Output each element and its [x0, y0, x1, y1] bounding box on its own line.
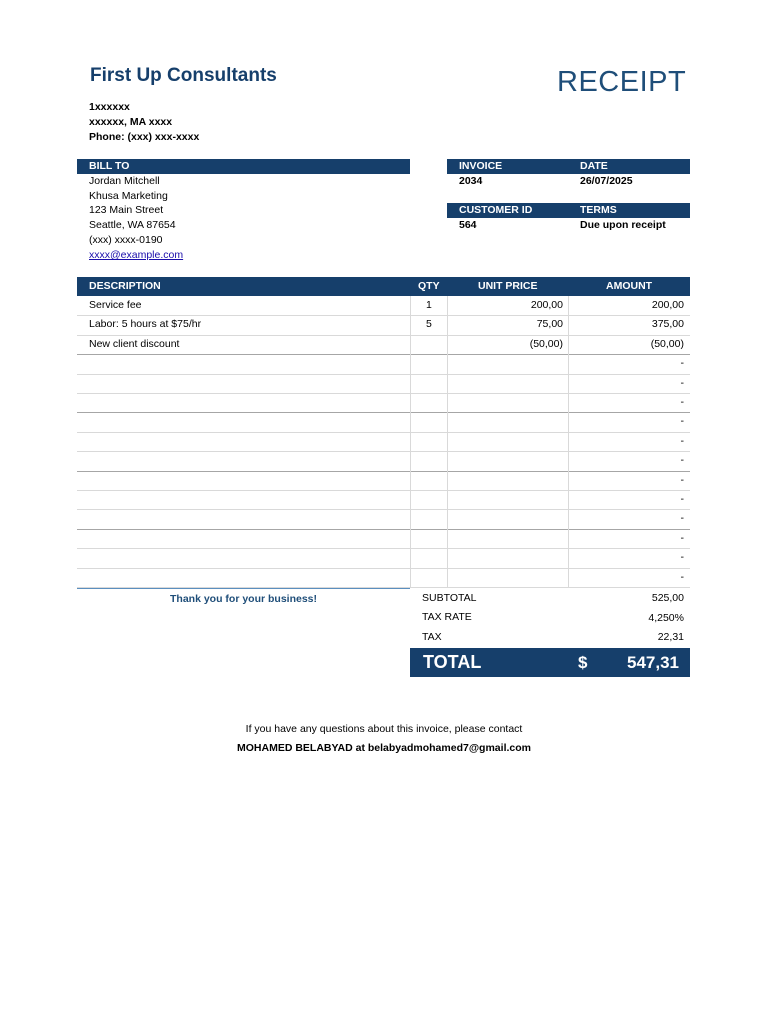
thank-you-note: Thank you for your business! [170, 593, 318, 605]
table-row [77, 509, 690, 529]
table-row [77, 490, 690, 510]
row-unit-price: 75,00 [536, 318, 563, 331]
row-qty: 5 [426, 318, 432, 331]
table-row [77, 568, 690, 588]
bill-to-email-link[interactable]: xxxx@example.com [89, 249, 184, 261]
row-amount: 200,00 [651, 299, 684, 311]
row-amount: - [680, 493, 684, 505]
date-label: DATE [580, 160, 608, 172]
col-unit-price: UNIT PRICE [478, 280, 538, 292]
row-description: Service fee [89, 299, 142, 311]
bill-to-phone: (xxx) xxxx-0190 [89, 234, 163, 246]
bill-to-street: 123 Main Street [89, 204, 164, 216]
table-row [77, 548, 690, 568]
row-description: Labor: 5 hours at $75/hr [89, 318, 202, 331]
table-row [77, 315, 690, 335]
row-amount: - [680, 473, 684, 486]
tax-rate-label: TAX RATE [422, 611, 472, 623]
table-row [77, 412, 690, 432]
column-divider [568, 296, 569, 588]
table-row [77, 471, 690, 491]
row-unit-price: 200,00 [530, 299, 563, 311]
table-row [77, 296, 690, 316]
row-amount: - [680, 376, 684, 389]
column-divider [410, 296, 411, 588]
company-address-line2: xxxxxx, MA xxxx [89, 116, 173, 128]
column-divider [447, 296, 448, 588]
total-bar [410, 648, 690, 677]
currency-symbol: $ [578, 653, 588, 672]
row-amount: - [680, 434, 684, 447]
table-row [77, 354, 690, 374]
footer-contact-person: MOHAMED BELABYAD at belabyadmohamed7@gmail.com [237, 742, 531, 754]
row-amount: - [680, 551, 684, 564]
invoice-number: 2034 [459, 175, 483, 187]
row-amount: - [680, 415, 684, 428]
total-value: 547,31 [627, 653, 679, 672]
invoice-date: 26/07/2025 [580, 175, 633, 187]
row-amount: - [680, 396, 684, 408]
tax-value: 22,31 [657, 631, 684, 643]
tax-label: TAX [422, 631, 442, 643]
row-amount: - [680, 570, 684, 583]
col-description: DESCRIPTION [89, 280, 161, 292]
col-qty: QTY [418, 280, 440, 292]
footer-contact-line: If you have any questions about this invoice, please contact [245, 723, 523, 735]
items-table-header [77, 277, 690, 296]
company-name: First Up Consultants [90, 65, 277, 86]
col-amount: AMOUNT [606, 280, 653, 292]
terms-label: TERMS [580, 204, 617, 216]
row-amount: - [680, 531, 684, 544]
bill-to-label: BILL TO [89, 160, 130, 172]
company-address-line1: 1xxxxxx [89, 101, 130, 113]
subtotal-value: 525,00 [651, 592, 684, 604]
customer-id: 564 [459, 219, 477, 231]
table-row [77, 451, 690, 471]
bill-to-header [77, 159, 410, 174]
invoice-label: INVOICE [459, 160, 503, 172]
row-description: New client discount [89, 337, 180, 350]
customer-terms-header [447, 203, 690, 218]
invoice-date-header [447, 159, 690, 174]
row-amount: - [680, 454, 684, 467]
subtotal-label: SUBTOTAL [422, 592, 477, 604]
document-title: RECEIPT [557, 66, 687, 98]
terms: Due upon receipt [580, 219, 666, 231]
customer-id-label: CUSTOMER ID [459, 204, 533, 216]
table-bottom-rule [77, 588, 410, 589]
row-amount: - [680, 512, 684, 525]
row-amount: (50,00) [650, 337, 684, 350]
row-unit-price: (50,00) [529, 337, 563, 350]
bill-to-city: Seattle, WA 87654 [89, 219, 176, 231]
row-qty: 1 [426, 299, 432, 311]
bill-to-name: Jordan Mitchell [89, 175, 160, 187]
total-label: TOTAL [423, 652, 482, 672]
tax-rate-value: 4,250% [648, 612, 684, 624]
bill-to-company: Khusa Marketing [89, 190, 168, 202]
row-amount: - [680, 357, 684, 370]
table-row [77, 374, 690, 394]
table-row [77, 335, 690, 355]
table-row [77, 393, 690, 413]
row-amount: 375,00 [651, 318, 684, 331]
table-row [77, 529, 690, 549]
table-row [77, 432, 690, 452]
company-phone: Phone: (xxx) xxx-xxxx [89, 131, 200, 143]
